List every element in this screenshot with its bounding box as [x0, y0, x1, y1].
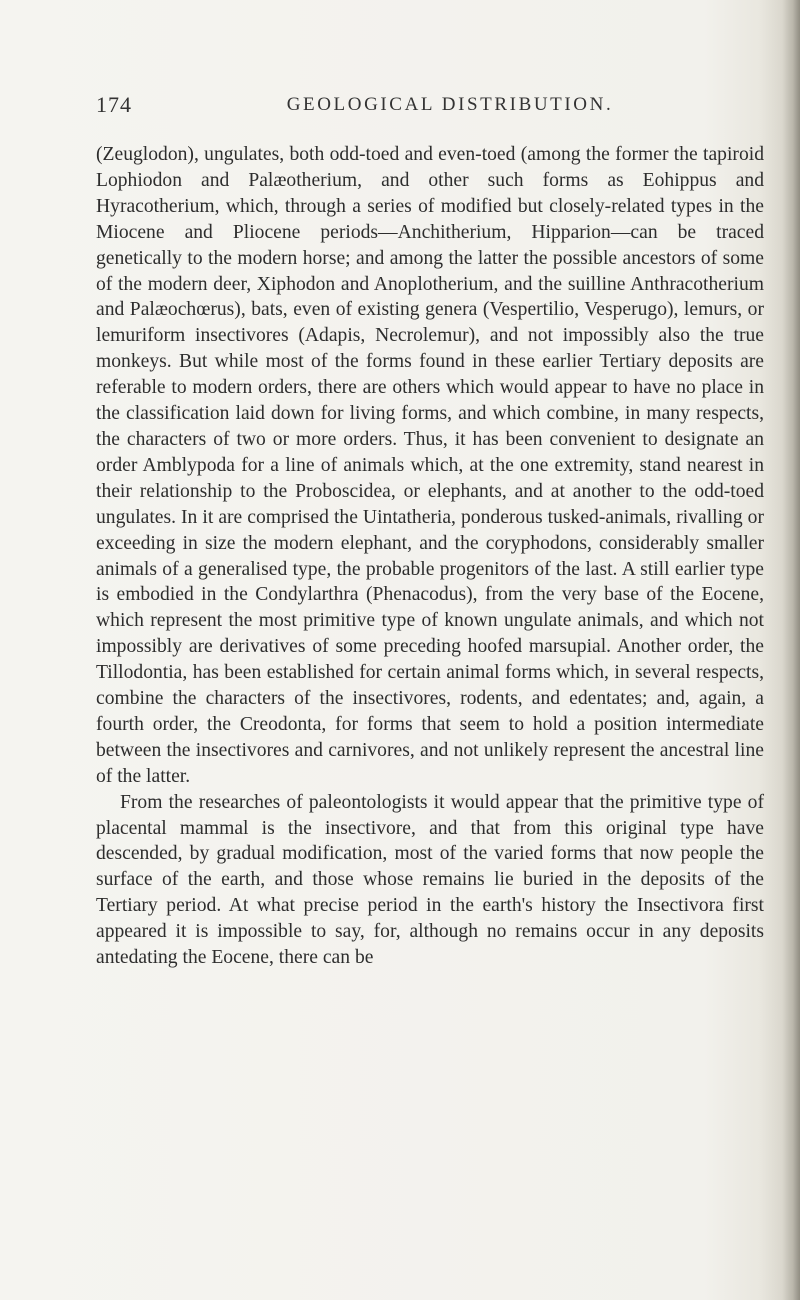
- body-text: [96, 142, 764, 971]
- page-edge-shadow: [782, 0, 800, 1300]
- paragraph-1: (Zeuglodon), ungulates, both odd-toed and even-toed (among the former the tapiroid Lophiodon and Palæotherium, and other such forms as Eohippus and Hyracotherium, which, through a series of modified but closely-related types in the Miocene and Pliocene periods—Anchitherium, Hipparion—can be traced genetically to the modern horse; and among the latter the possible ancestors of some of the modern deer, Xiphodon and Anoplotherium, and the suilline Anthracotherium and Palæochœrus), bats, even of existing genera (Vespertilio, Vesperugo), lemurs, or lemuriform insectivores (Adapis, Necrolemur), and not impossibly also the true monkeys. But while most of the forms found in these earlier Tertiary deposits are referable to modern orders, there are others which would appear to have no place in the classification laid down for living forms, and which combine, in many respects, the characters of two or more orders. Thus, it has been convenient to designate an order Amblypoda for a line of animals which, at the one extremity, stand nearest in their relationship to the Proboscidea, or elephants, and at another to the odd-toed ungulates. In it are comprised the Uintatheria, ponderous tusked-animals, rivalling or exceeding in size the modern elephant, and the coryphodons, considerably smaller animals of a generalised type, the probable progenitors of the last. A still earlier type is embodied in the Condylarthra (Phenacodus), from the very base of the Eocene, which represent the most primitive type of known ungulate animals, and which not impossibly are derivatives of some preceding hoofed marsupial. Another order, the Tillodontia, has been established for certain animal forms which, in several respects, combine the characters of the insectivores, rodents, and edentates; and, again, a fourth order, the Creodonta, for forms that seem to hold a position intermediate between the insectivores and carnivores, and not unlikely represent the ancestral line of the latter.: [96, 144, 764, 787]
- running-head: GEOLOGICAL DISTRIBUTION.: [286, 94, 614, 115]
- paragraph-2: From the researches of paleontologists it would appear that the primitive type of placental mammal is the insectivore, and that from this original type have descended, by gradual modification, most of the varied forms that now people the surface of the earth, and those whose remains lie buried in the deposits of the Tertiary period. At what precise period in the earth's history the Insectivora first appeared it is impossible to say, for, although no remains occur in any deposits antedating the Eocene, there can be: [96, 791, 764, 969]
- page-number: 174: [96, 92, 132, 117]
- page-header: [96, 92, 764, 122]
